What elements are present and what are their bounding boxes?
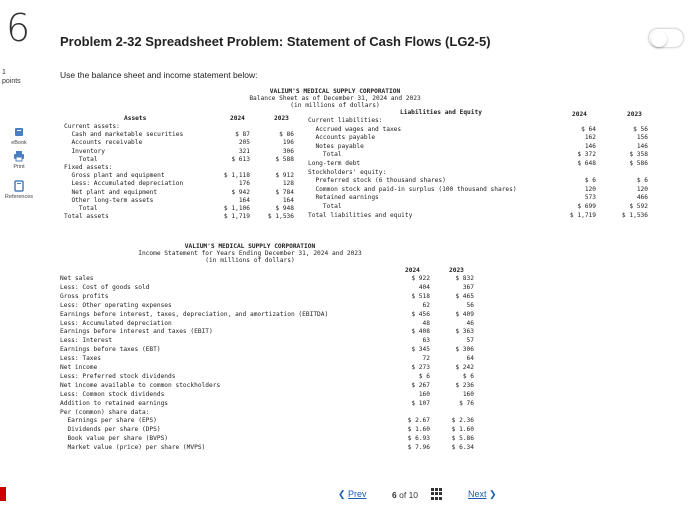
is-year-2023: 2023 (449, 267, 464, 274)
value-2023: 367 (462, 283, 474, 291)
value-2023: 196 (282, 139, 294, 147)
print-label: Print (13, 164, 25, 170)
ebook-link[interactable] (0, 126, 38, 146)
value-2024: 176 (238, 180, 250, 188)
value-2023: 146 (636, 142, 648, 150)
row-label: Net plant and equipment (64, 188, 158, 196)
is-row (60, 346, 530, 355)
next-label: Next (468, 489, 487, 499)
next-button[interactable]: Next ❯ (468, 489, 497, 499)
value-2024: $ 1.60 (407, 426, 430, 434)
is-row (60, 435, 530, 444)
row-label: Accrued wages and taxes (308, 125, 402, 133)
row-label: Less: Accumulated depreciation (60, 319, 172, 327)
value-2024: $ 64 (581, 125, 596, 133)
is-year-2024: 2024 (405, 267, 420, 274)
bs-liability-row (308, 151, 688, 160)
value-2024: 573 (584, 194, 596, 202)
bs-assets-header: Assets (124, 115, 147, 122)
prev-label: Prev (348, 489, 367, 499)
value-2024: $ 6 (584, 177, 596, 185)
row-label: Retained earnings (308, 194, 379, 202)
bs-liability-row (308, 177, 688, 186)
value-2023: $ 465 (455, 292, 474, 300)
is-row (60, 320, 530, 329)
bs-liability-row (308, 126, 688, 135)
bs-title-date: Balance Sheet as of December 31, 2024 and 2023 (249, 95, 421, 102)
value-2023: $ 242 (455, 364, 474, 371)
is-row (60, 337, 530, 346)
is-row (60, 293, 530, 302)
row-label: Less: Taxes (60, 355, 101, 363)
row-label: Current assets: (64, 123, 120, 130)
row-label: Gross profits (60, 292, 109, 300)
bs-liability-row (308, 186, 688, 195)
value-2024: $ 6 (418, 372, 430, 380)
row-label: Earnings before taxes (EBT) (60, 346, 161, 354)
value-2024: 164 (238, 196, 250, 204)
points-label: points (2, 78, 21, 85)
references-icon (13, 180, 25, 192)
row-label: Total (64, 155, 98, 163)
row-label: Accounts receivable (64, 139, 143, 147)
value-2024: $ 408 (411, 328, 430, 336)
bs-year-2023-left: 2023 (274, 115, 289, 122)
bs-title-units: (in millions of dollars) (290, 102, 380, 109)
print-link[interactable] (0, 150, 38, 170)
is-row (60, 364, 530, 373)
value-2023: 56 (466, 301, 474, 309)
is-row (60, 355, 530, 364)
toggle-switch[interactable] (648, 28, 684, 48)
value-2023: $ 76 (459, 399, 474, 407)
bottom-nav (0, 487, 700, 505)
value-2024: 321 (238, 147, 250, 155)
value-2023: $ 948 (275, 205, 294, 212)
value-2023: $ 1.60 (451, 426, 474, 434)
row-label: Cash and marketable securities (64, 131, 184, 139)
bs-liability-row (308, 143, 688, 152)
row-label: Net income (60, 364, 98, 371)
value-2023: $ 588 (275, 155, 294, 163)
value-2024: $ 87 (235, 131, 250, 139)
value-2023: $ 912 (275, 172, 294, 180)
value-2024: $ 942 (231, 188, 250, 196)
row-label: Total liabilities and equity (308, 211, 413, 219)
bs-title-company: VALIUM'S MEDICAL SUPPLY CORPORATION (269, 88, 401, 95)
row-label: Less: Common stock dividends (60, 390, 165, 398)
value-2023: $ 592 (629, 203, 648, 210)
value-2023: 160 (462, 390, 474, 398)
ebook-label: eBook (11, 140, 27, 146)
value-2024: 146 (584, 142, 596, 150)
points-value: 1 (2, 69, 6, 76)
value-2024: $ 518 (411, 292, 430, 300)
row-label: Less: Interest (60, 337, 113, 345)
bs-year-2024-right: 2024 (572, 111, 587, 118)
is-row (60, 311, 530, 320)
bs-liability-row (308, 169, 688, 178)
value-2023: $ 2.36 (451, 417, 474, 425)
page-indicator (392, 490, 418, 500)
is-title-company: VALIUM'S MEDICAL SUPPLY CORPORATION (184, 243, 316, 250)
is-row (60, 328, 530, 337)
is-row (60, 284, 530, 293)
is-title-date: Income Statement for Years Ending December 31, 2024 and 2023 (138, 250, 362, 257)
prev-button[interactable]: ❮ Prev (338, 489, 367, 499)
value-2023: 466 (636, 194, 648, 202)
value-2023: $ 306 (455, 346, 474, 354)
value-2024: $ 7.96 (407, 444, 430, 452)
value-2023: $ 6.34 (451, 444, 474, 452)
value-2024: 72 (422, 355, 430, 363)
row-label: Per (common) share data: (60, 408, 150, 416)
value-2023: $ 363 (455, 328, 474, 336)
is-row (60, 417, 530, 426)
value-2024: $ 267 (411, 381, 430, 389)
is-row (60, 391, 530, 400)
row-label: Book value per share (BVPS) (60, 435, 169, 443)
value-2024: $ 613 (231, 155, 250, 163)
row-label: Gross plant and equipment (64, 172, 165, 180)
value-2023: $ 6 (636, 177, 648, 185)
row-label: Addition to retained earnings (60, 399, 169, 407)
value-2024: $ 1,719 (569, 211, 596, 219)
page-total: 10 (408, 490, 419, 500)
points-indicator (2, 68, 21, 86)
value-2023: $ 236 (455, 381, 474, 389)
bs-liability-row (308, 212, 688, 221)
bs-liability-row (308, 160, 688, 169)
is-row (60, 302, 530, 311)
row-label: Earnings before interest and taxes (EBIT) (60, 328, 213, 336)
row-label: Earnings per share (EPS) (60, 417, 157, 425)
references-link[interactable] (0, 180, 38, 200)
row-label: Common stock and paid-in surplus (100 thousand shares) (308, 185, 517, 193)
bs-liability-row (308, 134, 688, 143)
income-statement (60, 243, 530, 483)
bs-liability-row (308, 117, 688, 126)
instructions-text: Use the balance sheet and income statement below: (60, 70, 258, 80)
is-title-units: (in millions of dollars) (205, 257, 295, 264)
row-label: Earnings before interest, taxes, depreciation, and amortization (EBITDA) (60, 310, 329, 318)
row-label: Inventory (64, 147, 105, 155)
row-label: Total (308, 151, 342, 159)
value-2023: $ 5.86 (451, 435, 474, 443)
grid-icon[interactable] (431, 488, 443, 500)
page-current: 6 (392, 490, 397, 500)
value-2023: $ 832 (455, 275, 474, 282)
red-marker (0, 487, 6, 501)
row-label: Dividends per share (DPS) (60, 426, 161, 434)
row-label: Current liabilities: (308, 117, 383, 124)
value-2024: $ 1,118 (223, 172, 250, 180)
row-label: Other long-term assets (64, 196, 154, 204)
question-number: 6 (6, 6, 31, 50)
is-row (60, 400, 530, 409)
value-2024: $ 1,106 (223, 205, 250, 212)
bs-year-2024-left: 2024 (230, 115, 245, 122)
value-2024: $ 699 (577, 203, 596, 210)
problem-title: Problem 2-32 Spreadsheet Problem: Statement of Cash Flows (LG2-5) (60, 34, 491, 49)
value-2024: $ 456 (411, 310, 430, 318)
value-2024: 404 (418, 283, 430, 291)
value-2023: 57 (466, 337, 474, 345)
row-label: Preferred stock (6 thousand shares) (308, 177, 446, 185)
value-2024: $ 922 (411, 275, 430, 282)
row-label: Total (64, 205, 98, 212)
value-2023: 46 (466, 319, 474, 327)
value-2024: $ 345 (411, 346, 430, 354)
is-row (60, 373, 530, 382)
printer-icon (13, 150, 25, 162)
is-row (60, 382, 530, 391)
row-label: Market value (price) per share (MVPS) (60, 444, 206, 452)
bs-year-2023-right: 2023 (627, 111, 642, 118)
references-label: References (4, 194, 34, 200)
value-2024: 205 (238, 139, 250, 147)
value-2023: $ 1,536 (267, 213, 294, 221)
is-row (60, 444, 530, 453)
value-2023: $ 56 (633, 125, 648, 133)
row-label: Total (308, 203, 342, 210)
value-2024: 48 (422, 319, 430, 327)
value-2023: 164 (282, 196, 294, 204)
bs-liability-row (308, 203, 688, 212)
value-2023: 128 (282, 180, 294, 188)
value-2023: $ 86 (279, 131, 294, 139)
value-2023: 120 (636, 185, 648, 193)
value-2024: 162 (584, 134, 596, 142)
row-label: Stockholders' equity: (308, 168, 387, 176)
row-label: Total assets (64, 213, 109, 221)
row-label: Fixed assets: (64, 164, 113, 171)
row-label: Notes payable (308, 142, 364, 150)
bs-liability-row (308, 194, 688, 203)
value-2024: 120 (584, 185, 596, 193)
is-row (60, 275, 530, 284)
row-label: Less: Cost of goods sold (60, 283, 150, 291)
value-2024: $ 107 (411, 399, 430, 407)
row-label: Less: Accumulated depreciation (64, 180, 184, 188)
value-2024: $ 1,719 (223, 213, 250, 221)
value-2023: $ 586 (629, 160, 648, 167)
value-2024: $ 273 (411, 364, 430, 371)
is-row (60, 409, 530, 418)
value-2023: $ 358 (629, 151, 648, 159)
row-label: Net sales (60, 275, 94, 282)
value-2023: $ 6 (462, 372, 474, 380)
value-2023: 64 (466, 355, 474, 363)
value-2023: 306 (282, 147, 294, 155)
balance-sheet (60, 88, 690, 233)
row-label: Long-term debt (308, 160, 361, 167)
value-2024: $ 372 (577, 151, 596, 159)
value-2023: $ 1,536 (621, 211, 648, 219)
value-2024: 63 (422, 337, 430, 345)
row-label: Net income available to common stockholders (60, 381, 221, 389)
value-2023: $ 409 (455, 310, 474, 318)
row-label: Less: Other operating expenses (60, 301, 172, 309)
bs-liabilities-header: Liabilities and Equity (400, 109, 482, 116)
value-2024: 62 (422, 301, 430, 309)
value-2024: $ 6.93 (407, 435, 430, 443)
value-2023: $ 784 (275, 188, 294, 196)
value-2024: $ 2.67 (407, 417, 430, 425)
value-2023: 156 (636, 134, 648, 142)
page-of: of (399, 490, 407, 500)
is-row (60, 426, 530, 435)
value-2024: 160 (418, 390, 430, 398)
row-label: Less: Preferred stock dividends (60, 372, 176, 380)
value-2024: $ 648 (577, 160, 596, 167)
book-icon (13, 126, 25, 138)
row-label: Accounts payable (308, 134, 376, 142)
